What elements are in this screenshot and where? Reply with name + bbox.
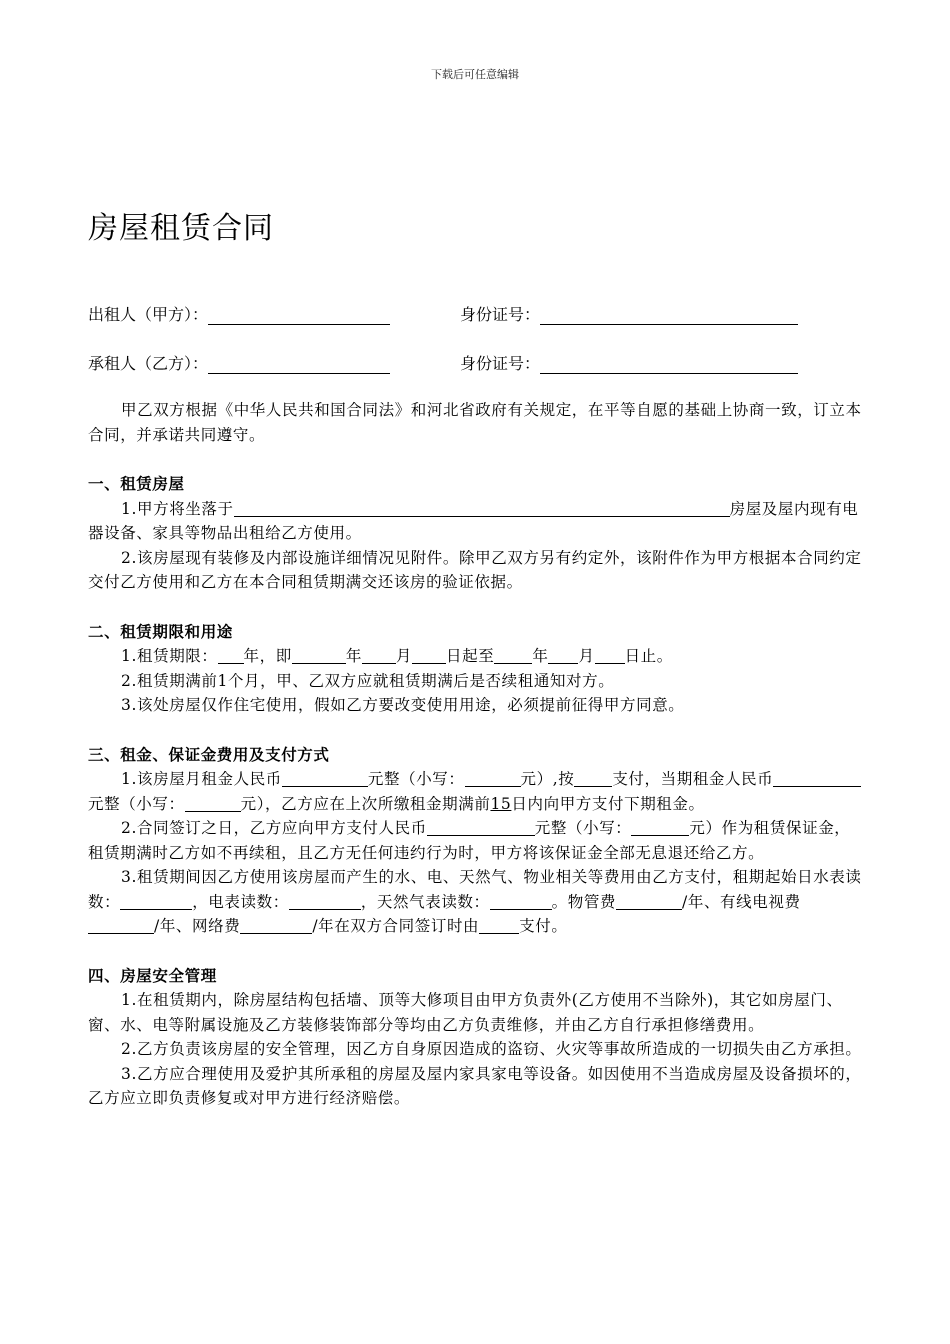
page-title: 房屋租赁合同 <box>88 211 274 246</box>
lessee-id-label: 身份证号： <box>460 354 541 373</box>
deposit-numeric-field[interactable] <box>631 818 689 836</box>
lessee-row <box>88 351 390 374</box>
clause-text: 元），乙方应在上次所缴租金期满前 <box>240 794 491 813</box>
lessee-id-field[interactable] <box>540 357 798 374</box>
section-1-clause-1 <box>88 497 863 546</box>
clause-text: 日止。 <box>624 647 673 665</box>
start-year-field[interactable] <box>292 646 346 664</box>
clause-text: /年、有线电视费 <box>682 892 801 911</box>
clause-text: 元整（小写： <box>88 794 185 813</box>
section-3-clause-2 <box>88 816 863 865</box>
lessor-label: 出租人（甲方）： <box>88 305 209 324</box>
clause-text: 月 <box>578 647 595 665</box>
clause-text: 月 <box>395 647 413 665</box>
property-fee-field[interactable] <box>616 892 682 910</box>
clause-text: 年 <box>345 647 362 665</box>
water-meter-field[interactable] <box>120 892 192 910</box>
payer-field[interactable] <box>479 916 519 934</box>
clause-text: 年，即 <box>243 647 292 665</box>
clause-text: 元整（小写： <box>367 770 465 788</box>
deposit-field[interactable] <box>427 818 535 836</box>
clause-text: 支付。 <box>519 917 568 935</box>
section-2-clause-1 <box>88 644 863 669</box>
lease-years-field[interactable] <box>218 646 244 664</box>
lessor-name-field[interactable] <box>208 308 390 325</box>
clause-text: 日起至 <box>446 647 495 665</box>
clause-text: ，电表读数： <box>192 892 289 911</box>
header-note: 下载后可任意编辑 <box>431 68 519 81</box>
property-address-field[interactable] <box>234 499 730 517</box>
section-2-clause-2: 2.租赁期满前1个月，甲、乙双方应就租赁期满后是否续租通知对方。 <box>121 671 615 690</box>
contract-body <box>88 398 863 1111</box>
lessee-name-field[interactable] <box>208 357 390 374</box>
lessor-id-field[interactable] <box>540 308 798 325</box>
section-4-clause-2: 2.乙方负责该房屋的安全管理，因乙方自身原因造成的盗窃、火灾等事故所造成的一切损失由乙方承担。 <box>121 1040 862 1058</box>
monthly-rent-numeric-field[interactable] <box>465 769 521 787</box>
section-4-clause-1: 1.在租赁期内，除房屋结构包括墙、顶等大修项目由甲方负责外(乙方使用不当除外)，其它如房屋门、窗、水、电等附属设施及乙方装修装饰部分等均由乙方负责维修，并由乙方自行承担修缮费用。 <box>88 991 843 1034</box>
due-days-value: 15 <box>490 794 512 813</box>
clause-text: 元）作为租赁保证金，租赁期满时乙方如不再续租，且乙方无任何违约行为时，甲方将该保证金全部无息退还给乙方。 <box>88 819 851 862</box>
section-1-title: 一、租赁房屋 <box>88 475 185 493</box>
payment-period-field[interactable] <box>574 769 612 787</box>
clause-text: ，天然气表读数： <box>360 892 490 911</box>
lessor-id-label: 身份证号： <box>460 305 541 324</box>
electric-meter-field[interactable] <box>289 892 361 910</box>
lessee-label: 承租人（乙方）： <box>88 354 209 373</box>
clause-text: /年、网络费 <box>154 917 241 935</box>
clause-text: /年在双方合同签订时由 <box>312 917 480 935</box>
clause-text: 1.甲方将坐落于 <box>121 499 234 518</box>
section-3-clause-3 <box>88 865 863 939</box>
end-year-field[interactable] <box>494 646 532 664</box>
section-4-clause-3: 3.乙方应合理使用及爱护其所承租的房屋及屋内家具家电等设备。如因使用不当造成房屋及设备损坏的，乙方应立即负责修复或对甲方进行经济赔偿。 <box>88 1064 862 1107</box>
clause-text: 。物管费 <box>551 892 617 911</box>
clause-text: 房屋及屋内现有电器设备、家具等物品出租给乙方使用。 <box>88 499 859 542</box>
section-4-title: 四、房屋安全管理 <box>88 966 217 985</box>
intro-paragraph: 甲乙双方根据《中华人民共和国合同法》和河北省政府有关规定，在平等自愿的基础上协商一致，订立本合同，并承诺共同遵守。 <box>88 401 862 444</box>
clause-text: 2.合同签订之日，乙方应向甲方支付人民币 <box>121 819 427 837</box>
gas-meter-field[interactable] <box>490 892 552 910</box>
lessee-id-row <box>460 351 798 374</box>
section-3-clause-1 <box>88 767 863 816</box>
end-day-field[interactable] <box>595 646 625 664</box>
lessor-row <box>88 302 390 325</box>
section-2-clause-3: 3.该处房屋仅作住宅使用，假如乙方要改变使用用途，必须提前征得甲方同意。 <box>121 696 685 714</box>
clause-text: 年 <box>532 647 549 665</box>
lessor-id-row <box>460 302 798 325</box>
start-day-field[interactable] <box>412 646 446 664</box>
clause-text: 元整（小写： <box>534 819 632 837</box>
current-rent-field[interactable] <box>773 769 861 787</box>
section-2-title: 二、租赁期限和用途 <box>88 622 233 641</box>
section-1-clause-2: 2.该房屋现有装修及内部设施详细情况见附件。除甲乙双方另有约定外，该附件作为甲方根据本合同约定交付乙方使用和乙方在本合同租赁期满交还该房的验证依据。 <box>88 548 862 591</box>
clause-text: 1.该房屋月租金人民币 <box>121 770 282 788</box>
section-3-title: 三、租金、保证金费用及支付方式 <box>88 745 330 764</box>
internet-fee-field[interactable] <box>240 916 312 934</box>
monthly-rent-field[interactable] <box>282 769 368 787</box>
clause-text: 1.租赁期限： <box>121 647 218 665</box>
clause-text: 日内向甲方支付下期租金。 <box>511 794 705 813</box>
cable-tv-fee-field[interactable] <box>88 916 154 934</box>
clause-text: 支付，当期租金人民币 <box>612 770 774 788</box>
current-rent-numeric-field[interactable] <box>185 794 241 812</box>
end-month-field[interactable] <box>548 646 578 664</box>
clause-text: 3.租赁期间因乙方使用该房屋而产生的水、电、天然气、物业相关等费用由乙方支付，租期起始日水表读数： <box>88 868 862 911</box>
clause-text: 元）,按 <box>520 770 575 788</box>
start-month-field[interactable] <box>362 646 396 664</box>
